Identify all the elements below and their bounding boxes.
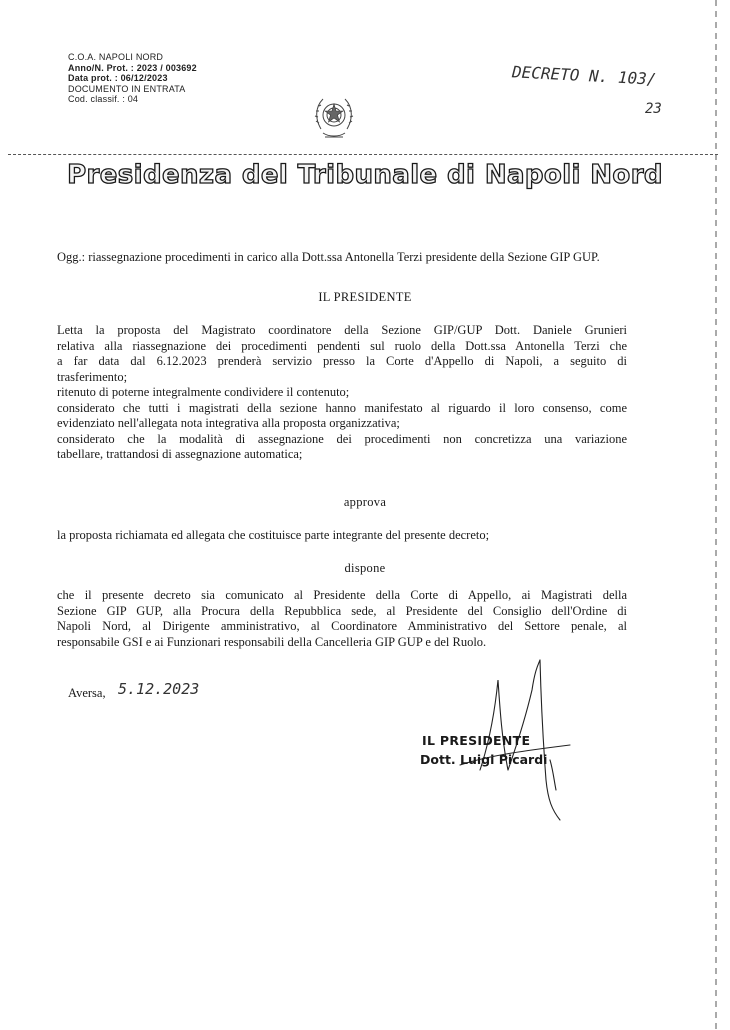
protocol-stamp	[68, 52, 268, 105]
dispone-line: Sezione GIP GUP, alla Procura della Repubblica sede, al Presidente del Consiglio dell'Ordine di	[57, 603, 627, 618]
stamp-protocol-date: Data prot. : 06/12/2023	[68, 73, 168, 83]
subject-label: Ogg.:	[57, 250, 86, 264]
dispone-line: Napoli Nord, al Dirigente amministrativo, al Coordinatore Amministrativo del Settore penale, al	[57, 619, 627, 633]
recital-line: considerato che la modalità di assegnazione dei procedimenti non concretizza una variazione	[57, 431, 627, 446]
stamp-office: C.O.A. NAPOLI NORD	[68, 52, 164, 62]
decree-year-handwritten: 23	[645, 101, 662, 117]
recital-line: relativa alla riassegnazione dei procedimenti pendenti sul ruolo della Dott.ssa Antonella Terzi che	[57, 338, 627, 353]
date-handwritten: 5.12.2023	[118, 680, 200, 698]
subject-line	[57, 250, 627, 266]
stamp-protocol-number: Anno/N. Prot. : 2023 / 003692	[68, 62, 197, 73]
place-label: Aversa,	[68, 686, 106, 700]
subject-text: riassegnazione procedimenti in carico alla Dott.ssa Antonella Terzi presidente della Sezione GIP GUP.	[85, 250, 600, 264]
stamp-document-type: DOCUMENTO IN ENTRATA	[68, 83, 186, 94]
italian-republic-emblem-icon	[311, 89, 357, 145]
recitals-block	[57, 323, 627, 463]
decree-number-handwritten: DECRETO N. 103/	[511, 62, 657, 89]
recital-line: ritenuto di poterne integralmente condividere il contenuto;	[57, 385, 350, 399]
approva-heading: approva	[343, 495, 387, 509]
scan-edge-mark-icon	[713, 0, 719, 1030]
signature-name: Dott. Luigi Picardi	[420, 752, 548, 767]
recital-line: Letta la proposta del Magistrato coordinatore della Sezione GIP/GUP Dott. Daniele Grunieri	[57, 323, 627, 337]
signature-title: IL PRESIDENTE	[422, 733, 531, 748]
recital-line: a far data dal 6.12.2023 prenderà servizio presso la Corte d'Appello di Napoli, a seguito di	[57, 354, 627, 368]
page-title: Presidenza del Tribunale di Napoli Nord	[67, 160, 663, 190]
recital-line: tabellare, trattandosi di assegnazione automatica;	[57, 447, 303, 461]
dispone-block	[57, 588, 627, 650]
handwritten-signature-icon	[420, 650, 590, 850]
recital-line: trasferimento;	[57, 369, 128, 384]
dispone-line: responsabile GSI e ai Funzionari responsabili della Cancelleria GIP GUP e del Ruolo.	[57, 634, 487, 649]
president-heading: IL PRESIDENTE	[318, 290, 412, 304]
approva-text: la proposta richiamata ed allegata che costituisce parte integrante del presente decreto;	[57, 528, 490, 542]
recital-line: evidenziato nell'allegata nota integrativa alla proposta organizzativa;	[57, 416, 400, 430]
recital-line: considerato che tutti i magistrati della sezione hanno manifestato al riguardo il loro consenso, come	[57, 400, 627, 415]
header-divider	[8, 154, 718, 155]
stamp-classification: Cod. classif. : 04	[68, 94, 139, 104]
dispone-line: che il presente decreto sia comunicato al Presidente della Corte di Appello, ai Magistrati della	[57, 588, 627, 602]
dispone-heading: dispone	[344, 561, 386, 575]
